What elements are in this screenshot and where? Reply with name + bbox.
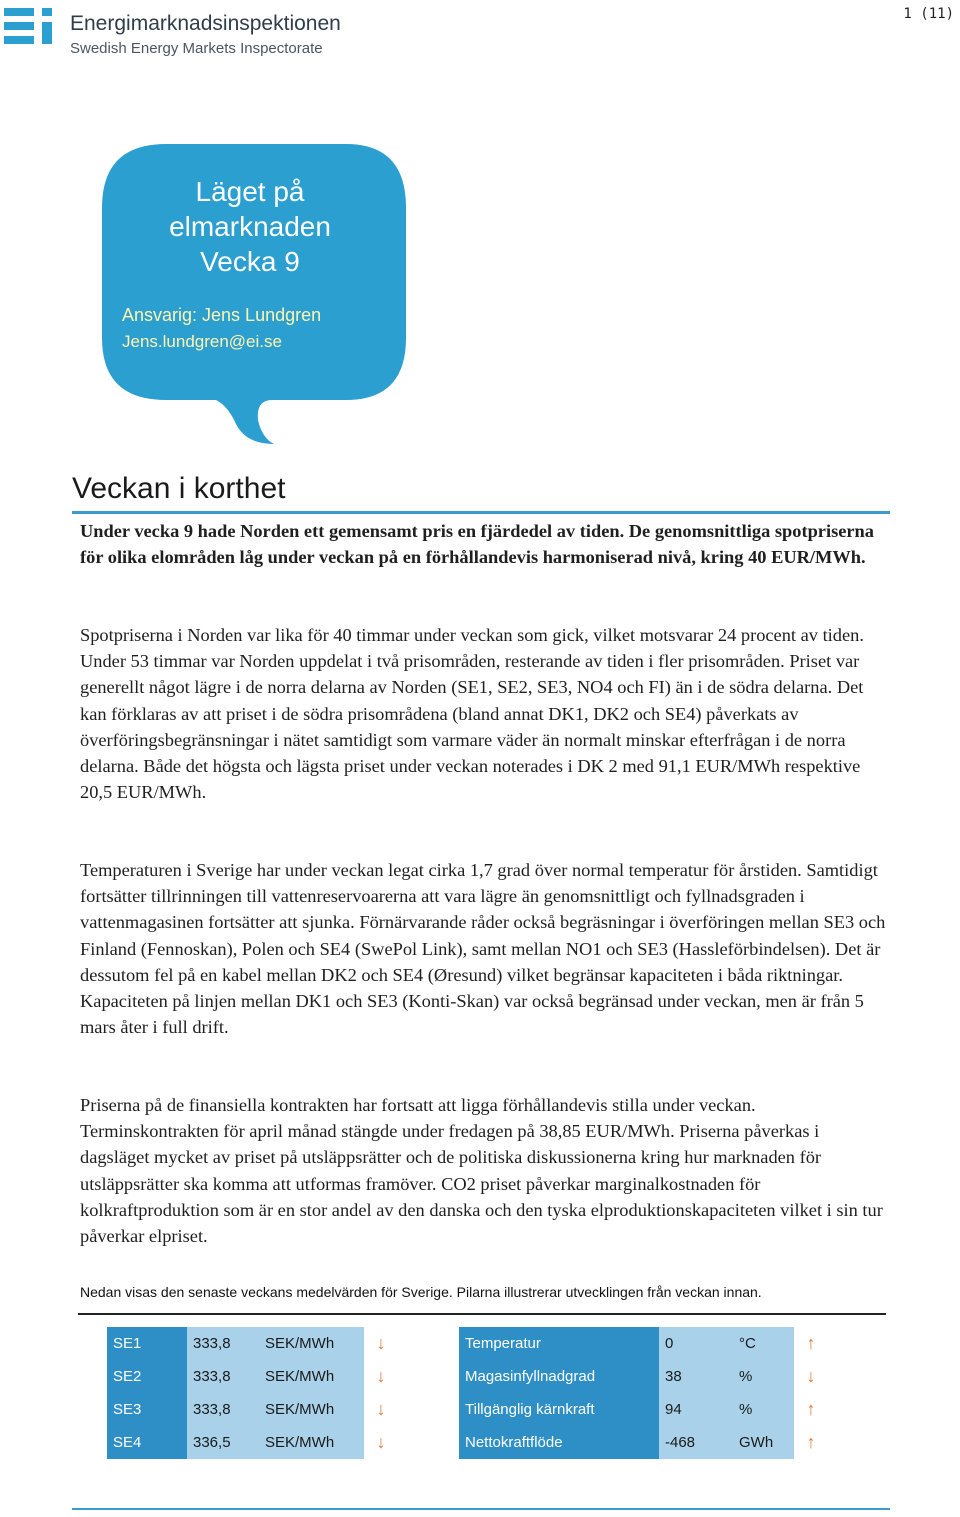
indicator-value: 38 — [659, 1360, 733, 1393]
section-divider — [72, 511, 890, 514]
ei-logo-mark — [4, 8, 58, 54]
price-value: 333,8 — [187, 1360, 259, 1393]
indicator-unit: GWh — [733, 1426, 794, 1459]
price-area-label: SE1 — [107, 1327, 187, 1360]
table-row — [459, 1360, 828, 1393]
price-unit: SEK/MWh — [259, 1360, 364, 1393]
indicator-unit: % — [733, 1360, 794, 1393]
table-row — [107, 1393, 398, 1426]
arrow-down-icon: ↓ — [376, 1333, 386, 1353]
indicator-label: Temperatur — [459, 1327, 659, 1360]
bubble-title-line: Läget på — [195, 176, 305, 207]
arrow-up-icon: ↑ — [806, 1399, 816, 1419]
body-paragraph: Temperaturen i Sverige har under veckan legat cirka 1,7 grad över normal temperatur för årstiden. Samtidigt fortsätter tillrinningen till vattenreservoarerna att vara lägre än genomsnittligt och fyllnadsgraden i vattenmagasinen fortsätter att sjunka. Förnärvarande råder också begräsningar i överföringen mellan SE3 och Finland (Fennoskan), Polen och SE4 (SwePol Link), samt mellan NO1 och SE3 (Hassleförbindelsen). Det är dessutom fel på en kabel mellan DK2 och SE4 (Øresund) vilket begränsar kapaciteten i båda riktningar. Kapaciteten på linjen mellan DK1 och SE3 (Konti-Skan) var också begränsad under veckan, men är från 5 mars åter i full drift. — [80, 860, 886, 1038]
indicators-table — [459, 1327, 828, 1459]
price-value: 336,5 — [187, 1426, 259, 1459]
org-subtitle: Swedish Energy Markets Inspectorate — [70, 40, 323, 57]
indicator-label: Magasinfyllnadgrad — [459, 1360, 659, 1393]
table-intro: Nedan visas den senaste veckans medelvärden för Sverige. Pilarna illustrerar utvecklingen från veckan innan. — [80, 1284, 762, 1300]
section-title: Veckan i korthet — [72, 472, 286, 505]
price-value: 333,8 — [187, 1327, 259, 1360]
table-row — [107, 1426, 398, 1459]
arrow-up-icon: ↑ — [806, 1432, 816, 1452]
arrow-up-icon: ↑ — [806, 1333, 816, 1353]
price-unit: SEK/MWh — [259, 1393, 364, 1426]
table-divider — [78, 1313, 886, 1315]
arrow-down-icon: ↓ — [376, 1366, 386, 1386]
contact-email[interactable]: Jens.lundgren@ei.se — [122, 332, 282, 351]
lead-paragraph: Under vecka 9 hade Norden ett gemensamt pris en fjärdedel av tiden. De genomsnittliga spotpriserna för olika elområden låg under veckan på en förhållandevis harmoniserad nivå, kring 40 EUR/MWh. — [80, 521, 874, 568]
arrow-down-icon: ↓ — [806, 1366, 816, 1386]
bubble-title-line: elmarknaden — [169, 211, 331, 242]
page-number: 1 (11) — [903, 6, 954, 22]
price-area-label: SE2 — [107, 1360, 187, 1393]
indicator-value: 94 — [659, 1393, 733, 1426]
indicator-label: Tillgänglig kärnkraft — [459, 1393, 659, 1426]
indicator-value: -468 — [659, 1426, 733, 1459]
responsible-person: Ansvarig: Jens Lundgren — [122, 305, 322, 325]
table-row — [107, 1360, 398, 1393]
bubble-title-line: Vecka 9 — [200, 246, 300, 277]
arrow-down-icon: ↓ — [376, 1399, 386, 1419]
indicator-value: 0 — [659, 1327, 733, 1360]
body-paragraph: Priserna på de finansiella kontrakten har fortsatt att ligga förhållandevis stilla under veckan. Terminskontrakten för april månad stängde under fredagen på 38,85 EUR/MWh. Priserna påverkas i dagsläget mycket av priset på utsläppsrätter och de politiska diskussionerna kring hur marknaden för utsläppsrätter ska komma att utformas framöver. CO2 priset påverkar marginalkostnaden för kolkraftproduktion som är en stor andel av den danska och den tyska elproduktionskapaciteten vilket i sin tur påverkar elpriset. — [80, 1095, 883, 1247]
footer-divider — [72, 1508, 890, 1510]
prices-table — [107, 1327, 398, 1459]
indicator-unit: % — [733, 1393, 794, 1426]
table-row — [459, 1393, 828, 1426]
indicator-unit: °C — [733, 1327, 794, 1360]
price-unit: SEK/MWh — [259, 1327, 364, 1360]
bubble-title — [100, 174, 400, 279]
table-row — [107, 1327, 398, 1360]
price-value: 333,8 — [187, 1393, 259, 1426]
table-row — [459, 1327, 828, 1360]
org-name: Energimarknadsinspektionen — [70, 12, 341, 35]
price-area-label: SE4 — [107, 1426, 187, 1459]
price-unit: SEK/MWh — [259, 1426, 364, 1459]
arrow-down-icon: ↓ — [376, 1432, 386, 1452]
body-paragraph: Spotpriserna i Norden var lika för 40 timmar under veckan som gick, vilket motsvarar 24 procent av tiden. Under 53 timmar var Norden uppdelat i två prisområden, resterande av tiden i fler prisområden. Priset var generellt något lägre i de norra delarna av Norden (SE1, SE2, SE3, NO4 och FI) än i de södra delarna. Det kan förklaras av att priset i de södra prisområdena (bland annat DK1, DK2 och SE4) påverkats av överföringsbegränsningar i nätet samtidigt som varmare väder än normalt minskar efterfrågan i de norra delarna. Både det högsta och lägsta priset under veckan noterades i DK 2 med 91,1 EUR/MWh respektive 20,5 EUR/MWh. — [80, 625, 864, 803]
table-row — [459, 1426, 828, 1459]
indicator-label: Nettokraftflöde — [459, 1426, 659, 1459]
price-area-label: SE3 — [107, 1393, 187, 1426]
